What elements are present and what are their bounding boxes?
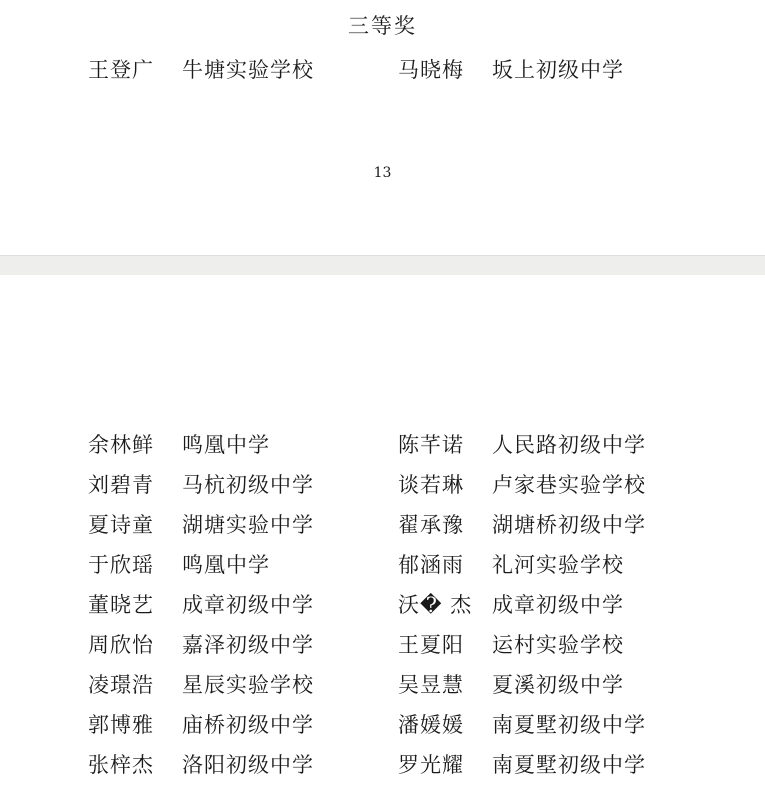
table-row: [0, 505, 765, 545]
school-name: 嘉泽初级中学: [182, 633, 314, 657]
student-name: 吴昱慧: [398, 673, 464, 697]
student-name: 郭博雅: [88, 713, 154, 737]
school-name: 成章初级中学: [492, 593, 624, 617]
student-name: 陈芊诺: [398, 433, 464, 457]
table-row: [0, 705, 765, 745]
table-row: [0, 545, 765, 585]
table-row: [0, 585, 765, 625]
school-name: 庙桥初级中学: [182, 713, 314, 737]
student-name: 王登广: [88, 58, 154, 82]
school-name: 南夏墅初级中学: [492, 713, 646, 737]
entry-row: [0, 55, 765, 85]
school-name: 牛塘实验学校: [182, 58, 314, 82]
student-name: 张梓杰: [88, 753, 154, 777]
school-name: 运村实验学校: [492, 633, 624, 657]
student-name: 王夏阳: [398, 633, 464, 657]
page-separator: [0, 255, 765, 277]
student-name: 余林鲜: [88, 433, 154, 457]
school-name: 人民路初级中学: [492, 433, 646, 457]
table-row: [0, 665, 765, 705]
page-fragment-bottom: [0, 275, 765, 805]
student-name: 刘碧青: [88, 473, 154, 497]
table-row: [0, 625, 765, 665]
school-name: 坂上初级中学: [492, 58, 624, 82]
school-name: 夏溪初级中学: [492, 673, 624, 697]
page-fragment-top: [0, 0, 765, 255]
student-name: 翟承豫: [398, 513, 464, 537]
school-name: 成章初级中学: [182, 593, 314, 617]
student-name: 沃� 杰: [398, 593, 473, 617]
student-name: 郁涵雨: [398, 553, 464, 577]
school-name: 卢家巷实验学校: [492, 473, 646, 497]
school-name: 洛阳初级中学: [182, 753, 314, 777]
school-name: 南夏墅初级中学: [492, 753, 646, 777]
student-name: 谈若琳: [398, 473, 464, 497]
school-name: 马杭初级中学: [182, 473, 314, 497]
school-name: 礼河实验学校: [492, 553, 624, 577]
award-list-table: [0, 425, 765, 785]
student-name: 周欣怡: [88, 633, 154, 657]
school-name: 鸣凰中学: [182, 433, 270, 457]
page-number: 13: [373, 165, 392, 181]
student-name: 夏诗童: [88, 513, 154, 537]
student-name: 于欣瑶: [88, 553, 154, 577]
student-name: 罗光耀: [398, 753, 464, 777]
school-name: 鸣凰中学: [182, 553, 270, 577]
table-row: [0, 745, 765, 785]
award-title: 三等奖: [348, 14, 417, 38]
table-row: [0, 465, 765, 505]
student-name: 潘媛媛: [398, 713, 464, 737]
school-name: 湖塘实验中学: [182, 513, 314, 537]
student-name: 凌璟浩: [88, 673, 154, 697]
school-name: 星辰实验学校: [182, 673, 314, 697]
student-name: 马晓梅: [398, 58, 464, 82]
student-name: 董晓艺: [88, 593, 154, 617]
school-name: 湖塘桥初级中学: [492, 513, 646, 537]
table-row: [0, 425, 765, 465]
